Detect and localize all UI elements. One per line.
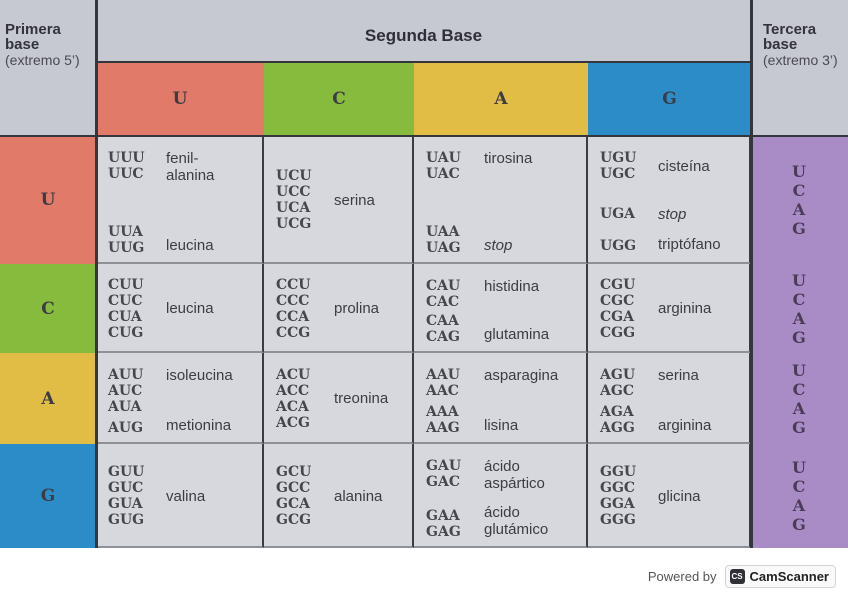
- amino-acid-label: serina: [658, 367, 699, 384]
- third-base-letters: U C A G: [792, 162, 806, 238]
- second-base-u: [96, 62, 264, 136]
- codon-group: GGU GGC GGA GGG: [600, 464, 637, 528]
- second-base-g: [588, 62, 751, 136]
- codon-group: UUA UUG: [108, 224, 145, 256]
- amino-acid-label: isoleucina: [166, 367, 233, 384]
- amino-acid-label: glicina: [658, 487, 701, 505]
- amino-acid-label: glutamina: [484, 326, 550, 343]
- first-base-letter: C: [41, 298, 55, 319]
- amino-acid-label: ácido glutámico: [484, 504, 549, 538]
- codon-group: CUU CUC CUA CUG: [108, 276, 144, 341]
- amino-acid-label: treonina: [334, 390, 389, 407]
- amino-acid-label: metionina: [166, 417, 232, 434]
- first-base-letter: A: [41, 388, 55, 409]
- powered-by-label: Powered by: [647, 569, 717, 584]
- codon-group: CAA CAG: [426, 313, 460, 345]
- codon-group: AAU AAC: [426, 367, 460, 399]
- first-base-letter: G: [40, 486, 56, 506]
- codon-group: UAU UAC: [426, 150, 461, 182]
- second-base-letter: U: [172, 89, 188, 109]
- codon-group: UGA: [600, 206, 636, 222]
- amino-acid-label: ácido aspártico: [484, 458, 545, 492]
- codon-group: UAA UAG: [426, 224, 461, 256]
- tercera-base-header: [751, 0, 848, 136]
- codon-group: UUU UUC: [108, 150, 145, 182]
- codon-group: GAU GAC: [426, 458, 462, 490]
- camscanner-watermark: [648, 565, 836, 588]
- codon-group: AUG: [108, 420, 144, 436]
- extremo3-label: (extremo 3’): [763, 52, 838, 68]
- third-base-letters: U C A G: [792, 360, 806, 437]
- second-base-letter: C: [332, 89, 346, 109]
- third-base-letters: U C A G: [792, 270, 806, 347]
- first-base-a: [0, 353, 96, 444]
- amino-acid-label: asparagina: [484, 367, 559, 384]
- second-base-letter: G: [662, 89, 677, 109]
- codon-group: GUU GUC GUA GUG: [108, 464, 145, 528]
- codon-group: AGA AGG: [600, 404, 635, 436]
- amino-acid-label: leucina: [166, 300, 214, 317]
- camscanner-icon: CS: [730, 569, 745, 584]
- first-base-letter: U: [40, 190, 56, 210]
- extremo5-label: (extremo 5’): [5, 52, 80, 68]
- codon-group: CCU CCC CCA CCG: [276, 276, 311, 341]
- camscanner-brand: CamScanner: [749, 569, 829, 584]
- header-divider: [0, 135, 848, 137]
- stop-codon-label: stop: [484, 237, 513, 254]
- tercera-base-label: Tercera base: [763, 21, 817, 53]
- second-base-c: [264, 62, 414, 136]
- amino-acid-label: lisina: [484, 417, 519, 434]
- primera-base-header: [0, 0, 96, 136]
- third-base-letters: U C A G: [792, 458, 806, 534]
- amino-acid-label: leucina: [166, 237, 214, 254]
- codon-group: AUU AUC AUA: [108, 367, 144, 415]
- codon-group: AGU AGC: [600, 367, 636, 399]
- first-base-c: [0, 264, 96, 353]
- segunda-base-label: Segunda Base: [364, 26, 483, 45]
- codon-group: GCU GCC GCA GCG: [276, 464, 312, 528]
- amino-acid-label: tirosina: [484, 150, 533, 167]
- camscanner-badge: [725, 565, 836, 588]
- codon-group: CAU CAC: [426, 278, 461, 310]
- stop-codon-label: stop: [658, 206, 687, 223]
- amino-acid-label: cisteína: [658, 158, 710, 175]
- codon-group: UGG: [600, 238, 637, 254]
- column-divider: [750, 0, 753, 548]
- amino-acid-label: arginina: [658, 300, 712, 317]
- column-divider: [95, 0, 98, 548]
- amino-acid-label: prolina: [334, 300, 380, 317]
- segunda-base-header: [96, 0, 751, 62]
- amino-acid-label: serina: [334, 191, 375, 209]
- codon-group: UGU UGC: [600, 150, 637, 182]
- second-base-letter: A: [494, 89, 508, 109]
- header-divider: [96, 61, 751, 63]
- codon-group: ACU ACC ACA ACG: [276, 366, 311, 431]
- amino-acid-label: triptófano: [658, 236, 721, 253]
- amino-acid-label: histidina: [484, 278, 540, 295]
- amino-acid-label: valina: [166, 487, 206, 505]
- codon-group: CGU CGC CGA CGG: [600, 276, 636, 341]
- first-base-g: [0, 444, 96, 548]
- second-base-a: [414, 62, 588, 136]
- amino-acid-label: alanina: [334, 487, 383, 505]
- amino-acid-label: arginina: [658, 417, 712, 434]
- codon-group: AAA AAG: [426, 404, 460, 436]
- first-base-u: [0, 136, 96, 264]
- amino-acid-label: fenil- alanina: [166, 150, 215, 184]
- primera-base-label: Primera base: [5, 21, 61, 53]
- codon-group: UCU UCC UCA UCG: [276, 168, 312, 232]
- codon-group: GAA GAG: [426, 508, 461, 540]
